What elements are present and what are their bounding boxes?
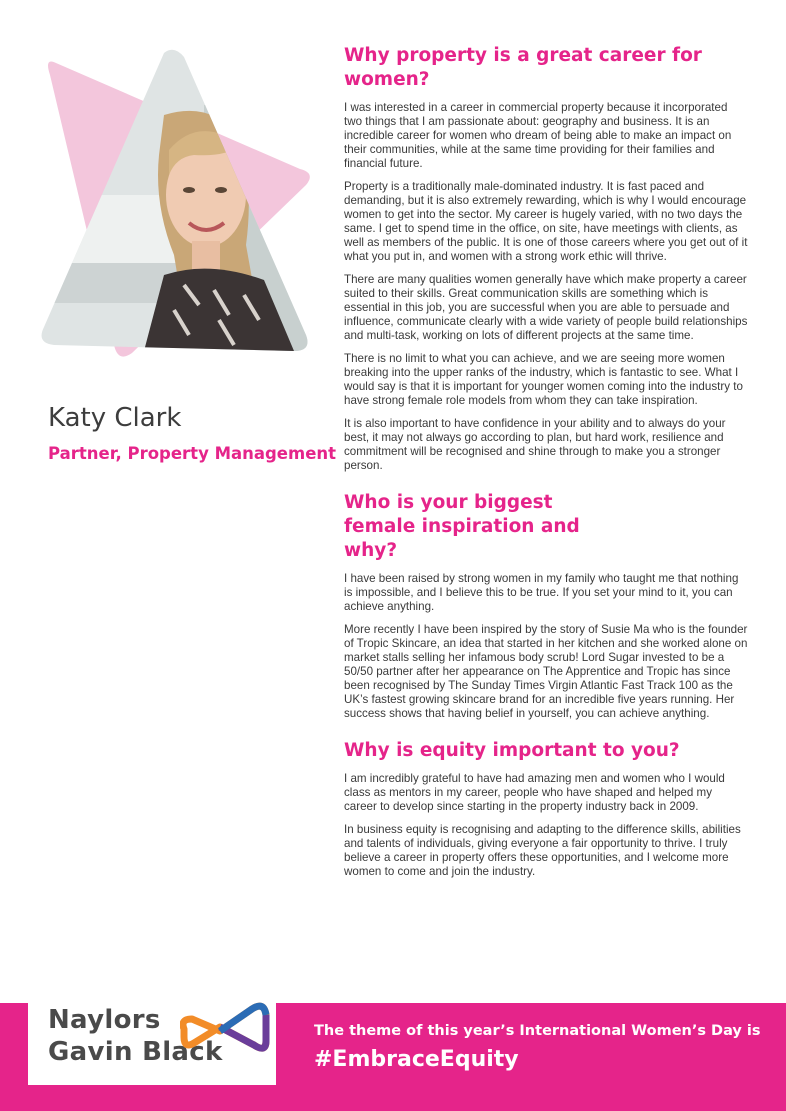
logo-text-line2: Gavin Black <box>48 1037 223 1067</box>
footer-banner <box>0 1003 786 1111</box>
article <box>344 44 748 888</box>
company-logo <box>28 1003 276 1085</box>
section-why-property <box>344 44 748 473</box>
logo-mark-icon <box>180 981 272 1055</box>
banner-hashtag: #EmbraceEquity <box>314 1047 519 1072</box>
paragraph: There is no limit to what you can achieve, and we are seeing more women breaking into the upper ranks of the industry, which is fantastic to see. What I would say is that it is important for younger women coming into the industry to have strong female role models from whom they can take inspiration. <box>344 352 743 407</box>
paragraph: I have been raised by strong women in my family who taught me that nothing is impossible, and I believe this to be true. If you set your mind to it, you can achieve anything. <box>344 572 739 613</box>
logo-text-line1: Naylors <box>48 1005 161 1035</box>
section-female-inspiration <box>344 491 748 721</box>
profile-photo <box>14 45 314 357</box>
section-equity <box>344 739 748 879</box>
paragraph: I was interested in a career in commercial property because it incorporated two things that I am passionate about: geography and business. It is an incredible career for women who dream of being able to make an impact on their communities, while at the same time providing for their families and financial future. <box>344 101 732 170</box>
section-title: Who is your biggest female inspiration and why? <box>344 492 580 561</box>
paragraph: There are many qualities women generally have which make property a career suited to their skills. Great communication skills are something which is essential in this job, you are successful when you are able to persuade and influence, communicate clearly with a wide variety of people build relationships and multi-task, working on lots of different projects at the same time. <box>344 273 748 342</box>
section-title: Why property is a great career for women? <box>344 45 702 90</box>
paragraph: I am incredibly grateful to have had amazing men and women who I would class as mentors in my career, people who have shaped and helped my career to develop since starting in the property industry back in 2009. <box>344 772 725 813</box>
profile-photo-graphic <box>14 45 314 357</box>
person-name: Katy Clark <box>48 403 182 433</box>
person-role: Partner, Property Management <box>48 444 337 463</box>
paragraph: More recently I have been inspired by the story of Susie Ma who is the founder of Tropic Skincare, an idea that started in her kitchen and she worked alone on market stalls selling her infamous body scrub! Lord Sugar invested to be a 50/50 partner after her appearance on The Apprentice and Tropic has since been recognised by The Sunday Times Virgin Atlantic Fast Track 100 as the UK’s fastest growing skincare brand for an incredible five years running. Her success shows that having belief in yourself, you can achieve anything. <box>344 623 748 720</box>
paragraph: Property is a traditionally male-dominated industry. It is fast paced and demanding, but it is also extremely rewarding, which is why I would encourage women to get into the sector. My career is hugely varied, with no two days the same. I get to spend time in the office, on site, have meetings with clients, as well as members of the public. It is one of those careers where you get out of it what you put in, and women with a strong work ethic will thrive. <box>344 180 748 263</box>
section-title: Why is equity important to you? <box>344 740 680 761</box>
paragraph: In business equity is recognising and adapting to the difference skills, abilities and talents of individuals, giving everyone a fair opportunity to thrive. I truly believe a career in property offers these opportunities, and I welcome more women to come and join the industry. <box>344 823 741 878</box>
banner-theme-text: The theme of this year’s International Women’s Day is <box>314 1023 761 1039</box>
paragraph: It is also important to have confidence in your ability and to always do your best, it may not always go according to plan, but hard work, resilience and commitment will be recognised and shine through to make you a stronger person. <box>344 417 726 472</box>
